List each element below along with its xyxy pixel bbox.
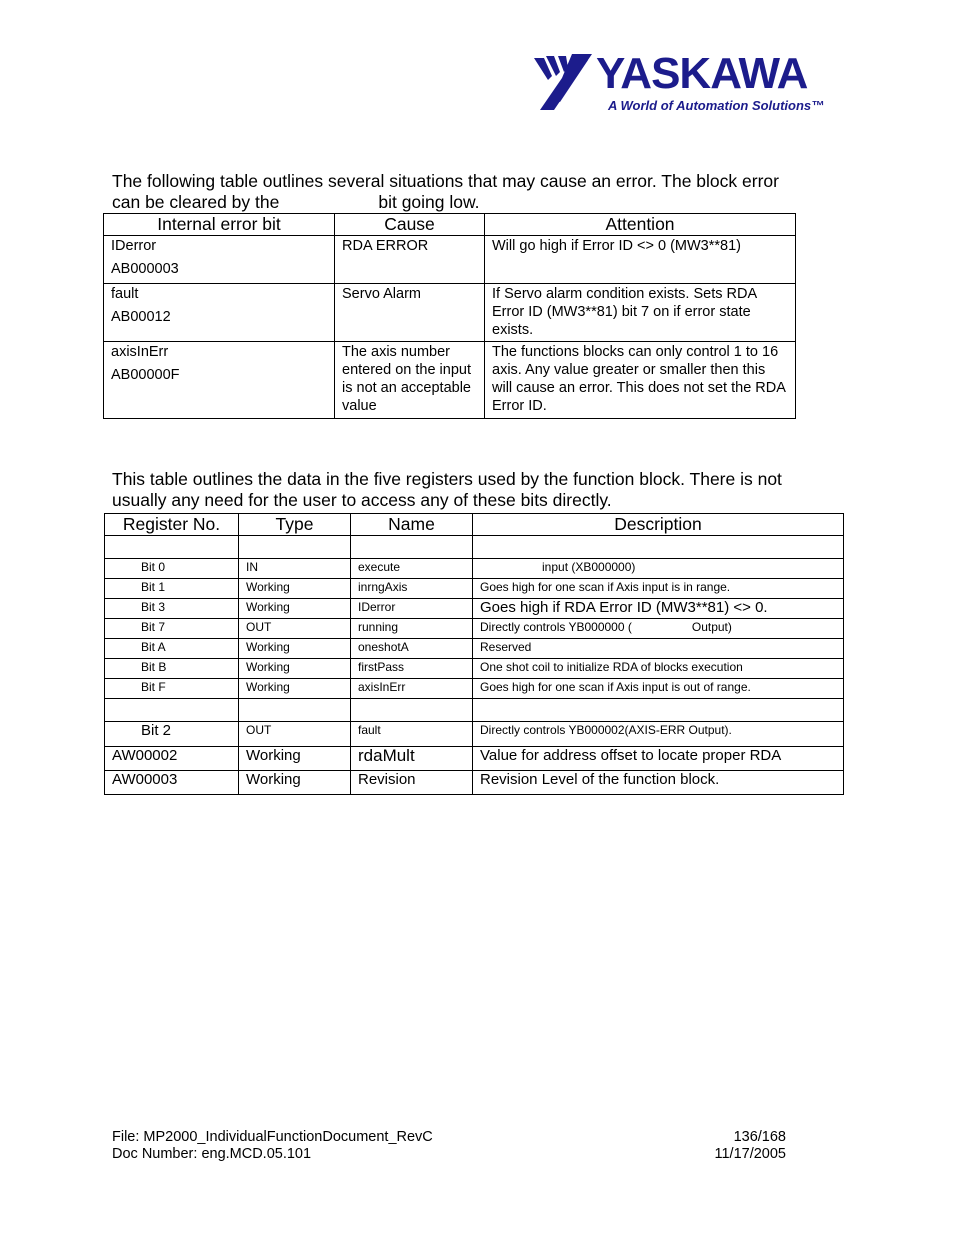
type-cell: IN [239, 559, 351, 579]
description-cell [473, 619, 844, 639]
error-bit-name: fault [111, 286, 139, 302]
logo-tagline: A World of Automation Solutions™ [608, 98, 825, 113]
header-register-no: Register No. [105, 514, 239, 536]
description-cell: One shot coil to initialize RDA of blocks execution [473, 659, 844, 679]
page-footer [112, 1129, 786, 1163]
name-cell: firstPass [351, 659, 473, 679]
name-cell: running [351, 619, 473, 639]
error-bit-name: axisInErr [111, 344, 169, 360]
register-cell: Bit B [105, 659, 239, 679]
table-row-blank [105, 536, 844, 559]
type-cell: Working [239, 599, 351, 619]
description-cell: Revision Level of the function block. [473, 771, 844, 795]
description-text-a: Directly controls YB000000 ( [480, 620, 632, 634]
intro2-line-1: This table outlines the data in the five registers used by the function block. There is not [112, 469, 782, 489]
logo-wordmark: YASKAWA [596, 49, 808, 98]
register-cell: AW00002 [105, 747, 239, 771]
footer-date: 11/17/2005 [714, 1146, 786, 1162]
register-cell: AW00003 [105, 771, 239, 795]
header-type: Type [239, 514, 351, 536]
description-text: input (XB000000) [542, 560, 636, 574]
blank-cell [105, 699, 239, 722]
yaskawa-mark-icon [532, 54, 594, 112]
type-cell: Working [239, 579, 351, 599]
table-row [105, 679, 844, 699]
attention-cell: Will go high if Error ID <> 0 (MW3**81) [485, 236, 796, 284]
register-cell: Bit 7 [105, 619, 239, 639]
header-name: Name [351, 514, 473, 536]
blank-cell [239, 536, 351, 559]
error-bit-address: AB00000F [111, 367, 180, 383]
blank-cell [351, 536, 473, 559]
cause-cell: The axis number entered on the input is not an acceptable value [335, 342, 485, 419]
register-table-header [105, 514, 844, 536]
description-cell: Reserved [473, 639, 844, 659]
table-row [105, 619, 844, 639]
register-cell: Bit 3 [105, 599, 239, 619]
intro-line-1: The following table outlines several situations that may cause an error. The block error [112, 171, 779, 191]
intro-line-2 [112, 192, 842, 213]
register-cell: Bit 2 [105, 722, 239, 747]
blank-cell [105, 536, 239, 559]
name-cell: oneshotA [351, 639, 473, 659]
header-cause: Cause [335, 214, 485, 236]
cause-cell: RDA ERROR [335, 236, 485, 284]
error-table-header [104, 214, 796, 236]
name-cell: inrngAxis [351, 579, 473, 599]
description-text-b: Output) [691, 620, 732, 634]
register-cell: Bit 1 [105, 579, 239, 599]
blank-cell [473, 536, 844, 559]
yaskawa-logo [532, 49, 825, 118]
intro-paragraph-registers [112, 469, 842, 511]
table-row [105, 659, 844, 679]
table-row [105, 599, 844, 619]
type-cell: Working [239, 659, 351, 679]
type-cell: Working [239, 639, 351, 659]
intro-paragraph-errors [112, 171, 842, 213]
type-cell: Working [239, 771, 351, 795]
type-cell: OUT [239, 619, 351, 639]
description-cell: Goes high if RDA Error ID (MW3**81) <> 0. [473, 599, 844, 619]
description-cell: Directly controls YB000002(AXIS-ERR Output). [473, 722, 844, 747]
cause-cell: Servo Alarm [335, 284, 485, 342]
header-attention: Attention [485, 214, 796, 236]
footer-file: File: MP2000_IndividualFunctionDocument_RevC [112, 1129, 433, 1145]
type-cell: OUT [239, 722, 351, 747]
name-cell: rdaMult [351, 747, 473, 771]
table-row [105, 747, 844, 771]
type-cell: Working [239, 747, 351, 771]
attention-cell: If Servo alarm condition exists. Sets RDA Error ID (MW3**81) bit 7 on if error state exists. [485, 284, 796, 342]
table-row [105, 771, 844, 795]
blank-cell [473, 699, 844, 722]
description-cell: Value for address offset to locate proper RDA [473, 747, 844, 771]
table-row [105, 722, 844, 747]
register-cell: Bit 0 [105, 559, 239, 579]
register-table [104, 513, 844, 795]
table-row [105, 639, 844, 659]
name-cell: axisInErr [351, 679, 473, 699]
table-row [104, 342, 796, 419]
description-cell [473, 559, 844, 579]
name-cell: IDerror [351, 599, 473, 619]
intro2-line-2: usually any need for the user to access any of these bits directly. [112, 490, 612, 510]
error-bit-address: AB000003 [111, 261, 179, 277]
table-row-blank [105, 699, 844, 722]
table-row [104, 284, 796, 342]
description-cell: Goes high for one scan if Axis input is out of range. [473, 679, 844, 699]
table-row [105, 559, 844, 579]
table-row [104, 236, 796, 284]
register-cell: Bit A [105, 639, 239, 659]
error-bit-cell [104, 342, 335, 419]
intro-line-2b: bit going low. [378, 192, 480, 212]
header-internal-error-bit: Internal error bit [104, 214, 335, 236]
blank-cell [351, 699, 473, 722]
error-bit-cell [104, 236, 335, 284]
register-cell: Bit F [105, 679, 239, 699]
footer-page-number: 136/168 [733, 1129, 786, 1145]
header-description: Description [473, 514, 844, 536]
description-cell: Goes high for one scan if Axis input is in range. [473, 579, 844, 599]
table-row [105, 579, 844, 599]
name-cell: execute [351, 559, 473, 579]
blank-cell [239, 699, 351, 722]
footer-doc-number: Doc Number: eng.MCD.05.101 [112, 1146, 312, 1162]
error-bit-name: IDerror [111, 238, 157, 254]
name-cell: Revision [351, 771, 473, 795]
name-cell: fault [351, 722, 473, 747]
attention-cell: The functions blocks can only control 1 to 16 axis. Any value greater or smaller then this will cause an error. This does not set the RDA Error ID. [485, 342, 796, 419]
type-cell: Working [239, 679, 351, 699]
intro-line-2a: can be cleared by the [112, 192, 280, 212]
error-table [103, 213, 796, 419]
error-bit-cell [104, 284, 335, 342]
error-bit-address: AB00012 [111, 309, 171, 325]
